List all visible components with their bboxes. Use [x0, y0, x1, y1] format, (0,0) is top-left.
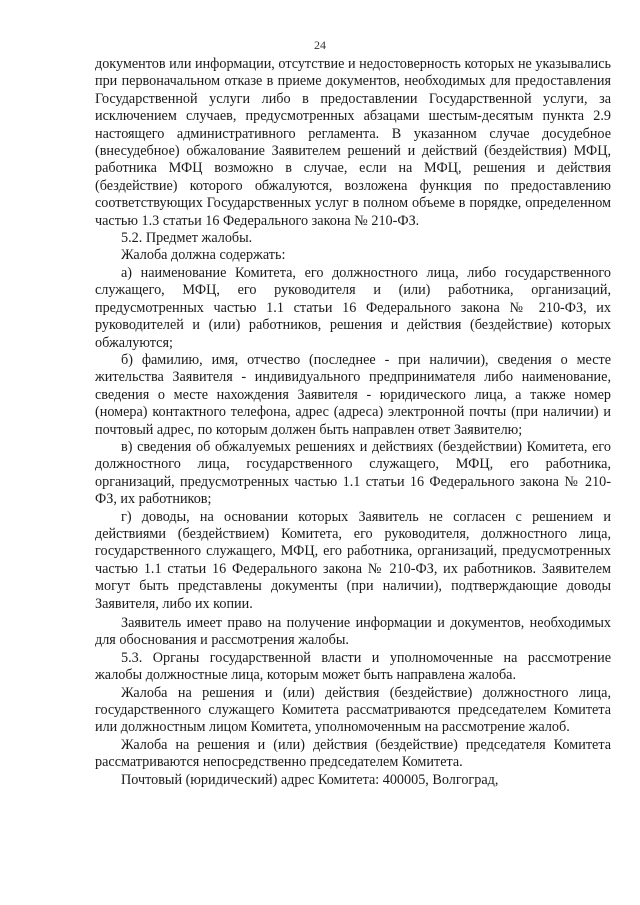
section-heading-5-2: 5.2. Предмет жалобы. — [121, 230, 253, 247]
page-number: 24 — [314, 38, 326, 52]
paragraph-complaint-contents: Жалоба должна содержать: — [121, 247, 286, 264]
list-item-v: в) сведения об обжалуемых решениях и действиях (бездействии) Комитета, его должностного лица, государственного служащего, МФЦ, его работника, организаций, предусмотренных частью 1.1 статьи 16 Федерального закона № 210-ФЗ, их работников; — [95, 438, 611, 508]
list-item-g: г) доводы, на основании которых Заявитель не согласен с решением и действиями (бездействием) Комитета, его руководителя, должностного лица, государственного служащего, МФЦ, его работника, организаций, предусмотренных частью 1.1 статьи 16 Федерального закона № 210-ФЗ, их работников. Заявителем могут быть представлены документы (при наличии), подтверждающие доводы Заявителя, либо их копии. — [95, 508, 611, 612]
list-item-b: б) фамилию, имя, отчество (последнее - при наличии), сведения о месте жительства Заявителя - индивидуального предпринимателя либо наименование, сведения о месте нахождения Заявителя - юридического лица, а также номер (номера) контактного телефона, адрес (адреса) электронной почты (при наличии) и почтовый адрес, по которым должен быть направлен ответ Заявителю; — [95, 351, 611, 438]
paragraph-complaint-chairman: Жалоба на решения и (или) действия (бездействие) председателя Комитета рассматриваются непосредственно председателем Комитета. — [95, 736, 611, 771]
paragraph-applicant-rights: Заявитель имеет право на получение информации и документов, необходимых для обоснования и рассмотрения жалобы. — [95, 615, 611, 649]
paragraph-complaint-officials: Жалоба на решения и (или) действия (бездействие) должностного лица, государственного служащего Комитета рассматриваются председателем Комитета или должностным лицом Комитета, уполномоченным на рассмотрение жалоб. — [95, 684, 611, 736]
document-body — [95, 56, 611, 789]
list-item-a: а) наименование Комитета, его должностного лица, либо государственного служащего, МФЦ, его руководителя и (или) работника, организаций, предусмотренных частью 1.1 статьи 16 Федерального закона № 210-ФЗ, их руководителей и (или) работников, решения и действия (бездействие) которых обжалуются; — [95, 264, 611, 351]
paragraph-continuation: документов или информации, отсутствие и недостоверность которых не указывались при первоначальном отказе в приеме документов, необходимых для предоставления Государственной услуги либо в предоставлении Государственной услуги, за исключением случаев, предусмотренных абзацами шестым-десятым пункта 2.9 настоящего административного регламента. В указанном случае досудебное (внесудебное) обжалование Заявителем решений и действий (бездействия) МФЦ, работника МФЦ возможно в случае, если на МФЦ, решения и действия (бездействие) которого обжалуются, возложена функция по предоставлению соответствующих Государственных услуг в полном объеме в порядке, определенном частью 1.3 статьи 16 Федерального закона № 210-ФЗ. — [95, 56, 611, 229]
section-heading-5-3: 5.3. Органы государственной власти и уполномоченные на рассмотрение жалобы должностные лица, которым может быть направлена жалоба. — [95, 649, 611, 684]
paragraph-postal-address: Почтовый (юридический) адрес Комитета: 400005, Волгоград, — [121, 771, 499, 788]
